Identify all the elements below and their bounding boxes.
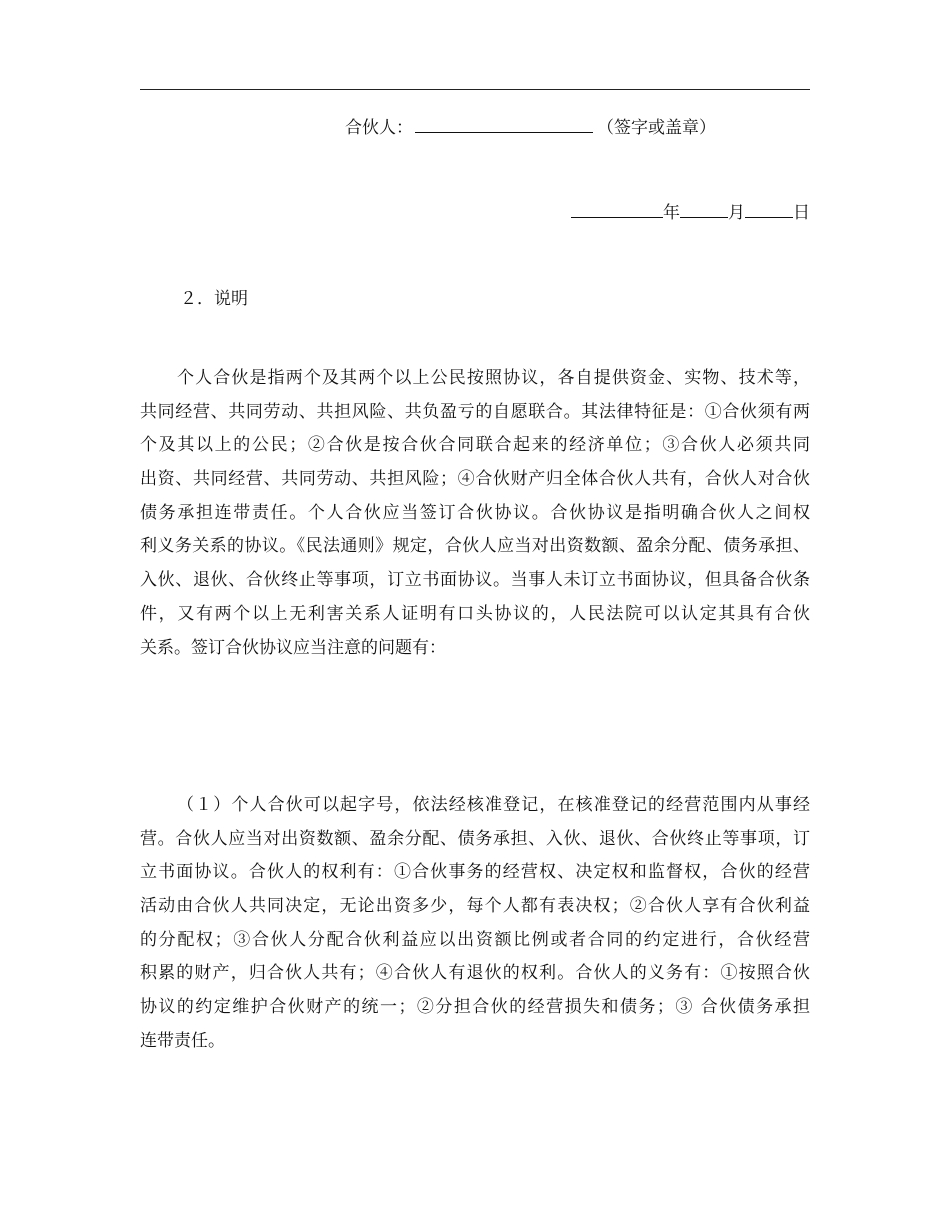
paragraph-partner-rights	[140, 789, 810, 1059]
section-heading: ２．说明	[180, 289, 248, 309]
signature-blank[interactable]	[415, 116, 593, 133]
signature-note: （签字或盖章）	[597, 118, 716, 138]
paragraph-line: 连带责任。	[140, 1030, 225, 1051]
paragraph-partnership-definition	[140, 362, 810, 665]
month-blank[interactable]	[680, 201, 728, 218]
paragraph-line: 利义务关系的协议。《民法通则》规定，合伙人应当对出资数额、盈余分配、债务承担、	[140, 536, 810, 557]
paragraph-line: （１）个人合伙可以起字号，依法经核准登记，在核准登记的经营范围内从事经	[177, 795, 810, 815]
paragraph-line: 件，又有两个以上无利害关系人证明有口头协议的，人民法院可以认定其具有合伙	[140, 603, 810, 624]
paragraph-line: 入伙、退伙、合伙终止等事项，订立书面协议。当事人未订立书面协议，但具备合伙条	[140, 570, 810, 591]
year-blank[interactable]	[571, 201, 663, 218]
paragraph-line: 共同经营、共同劳动、共担风险、共负盈亏的自愿联合。其法律特征是：①合伙须有两	[140, 401, 810, 422]
paragraph-line: 个及其以上的公民；②合伙是按合伙合同联合起来的经济单位；③合伙人必须共同	[140, 435, 810, 456]
month-label: 月	[728, 203, 745, 223]
paragraph-line: 活动由合伙人共同决定，无论出资多少，每个人都有表决权；②合伙人享有合伙利益	[140, 896, 810, 917]
year-label: 年	[663, 203, 680, 223]
paragraph-line: 立书面协议。合伙人的权利有：①合伙事务的经营权、决定权和监督权，合伙的经营	[140, 862, 810, 883]
paragraph-line: 关系。签订合伙协议应当注意的问题有：	[140, 637, 446, 658]
day-blank[interactable]	[745, 201, 793, 218]
paragraph-line: 的分配权；③合伙人分配合伙利益应以出资额比例或者合同的约定进行，合伙经营	[140, 929, 810, 950]
partner-label: 合伙人：	[345, 118, 413, 138]
paragraph-line: 协议的约定维护合伙财产的统一；②分担合伙的经营损失和债务；③ 合伙债务承担	[140, 997, 810, 1018]
day-label: 日	[793, 203, 810, 223]
date-line	[571, 198, 810, 223]
paragraph-line: 债务承担连带责任。个人合伙应当签订合伙协议。合伙协议是指明确合伙人之间权	[140, 502, 810, 523]
paragraph-line: 出资、共同经营、共同劳动、共担风险；④合伙财产归全体合伙人共有，合伙人对合伙	[140, 469, 810, 490]
paragraph-line: 营。合伙人应当对出资数额、盈余分配、债务承担、入伙、退伙、合伙终止等事项，订	[140, 828, 810, 849]
paragraph-line: 个人合伙是指两个及其两个以上公民按照协议，各自提供资金、实物、技术等，	[177, 368, 810, 388]
signature-line	[345, 113, 716, 138]
top-rule	[140, 89, 810, 90]
paragraph-line: 积累的财产，归合伙人共有；④合伙人有退伙的权利。合伙人的义务有：①按照合伙	[140, 963, 810, 984]
